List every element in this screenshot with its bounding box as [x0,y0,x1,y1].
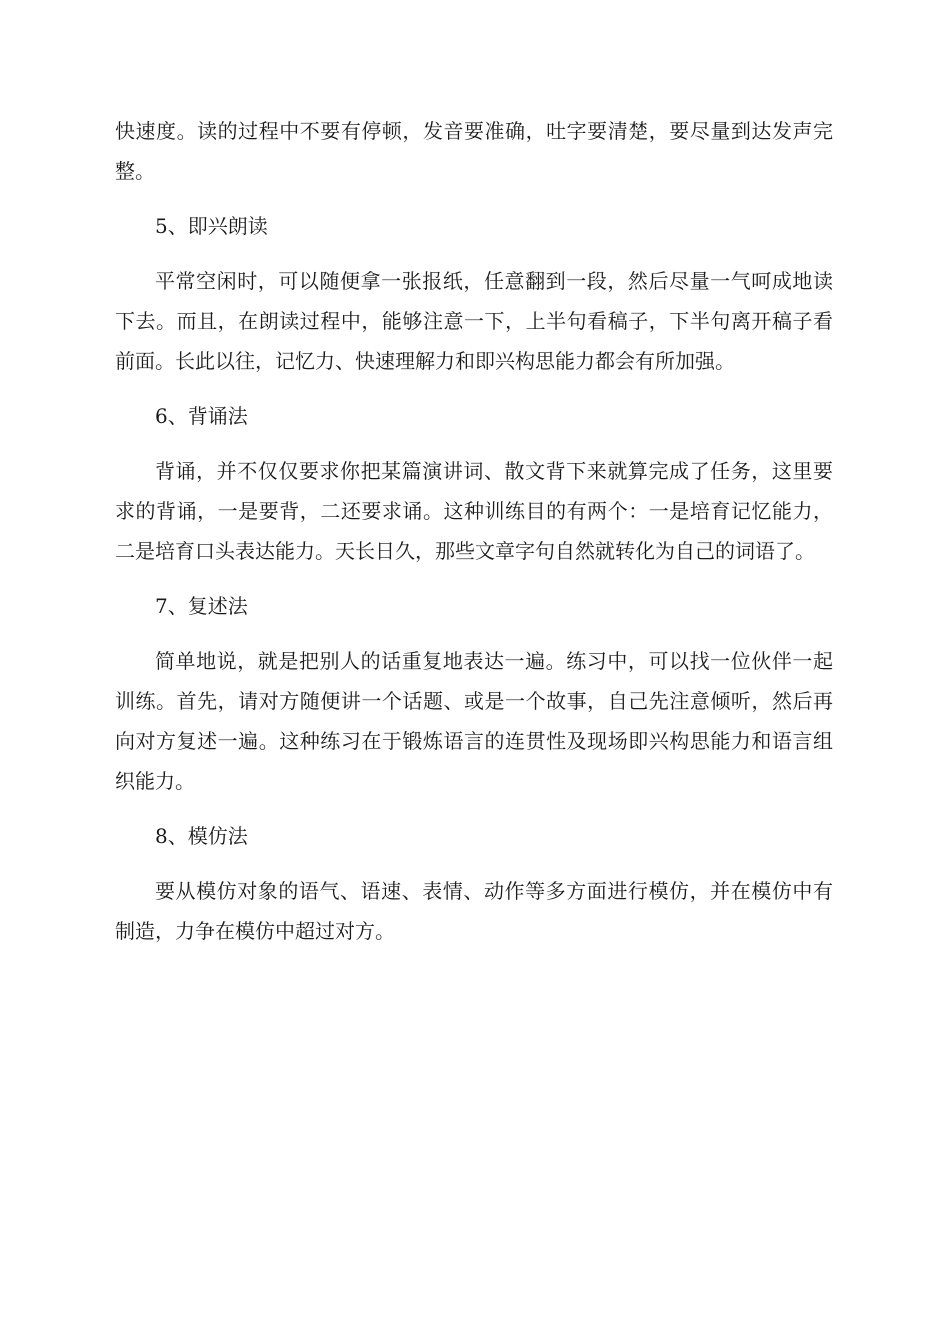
paragraph-retelling: 简单地说，就是把别人的话重复地表达一遍。练习中，可以找一位伙伴一起训练。首先，请对方随便讲一个话题、或是一个故事，自己先注意倾听，然后再向对方复述一遍。这种练习在于锻炼语言的连贯性及现场即兴构思能力和语言组织能力。 [115,649,833,793]
paragraph-imitation: 要从模仿对象的语气、语速、表情、动作等多方面进行模仿，并在模仿中有制造，力争在模仿中超过对方。 [115,879,833,943]
paragraph-impromptu-reading: 平常空闲时，可以随便拿一张报纸，任意翻到一段，然后尽量一气呵成地读下去。而且，在朗读过程中，能够注意一下，上半句看稿子，下半句离开稿子看前面。长此以往，记忆力、快速理解力和即兴构思能力都会有所加强。 [115,269,833,373]
section-heading-5: 5、即兴朗读 [155,214,268,238]
paragraph-continuation: 快速度。读的过程中不要有停顿，发音要准确，吐字要清楚，要尽量到达发声完整。 [115,119,833,183]
paragraph-recitation: 背诵，并不仅仅要求你把某篇演讲词、散文背下来就算完成了任务，这里要求的背诵，一是要背，二还要求诵。这种训练目的有两个：一是培育记忆能力，二是培育口头表达能力。天长日久，那些文章字句自然就转化为自己的词语了。 [115,459,833,563]
section-heading-8: 8、模仿法 [155,824,248,848]
section-heading-7: 7、复述法 [155,594,248,618]
section-heading-6: 6、背诵法 [155,404,248,428]
document-body [115,111,833,966]
